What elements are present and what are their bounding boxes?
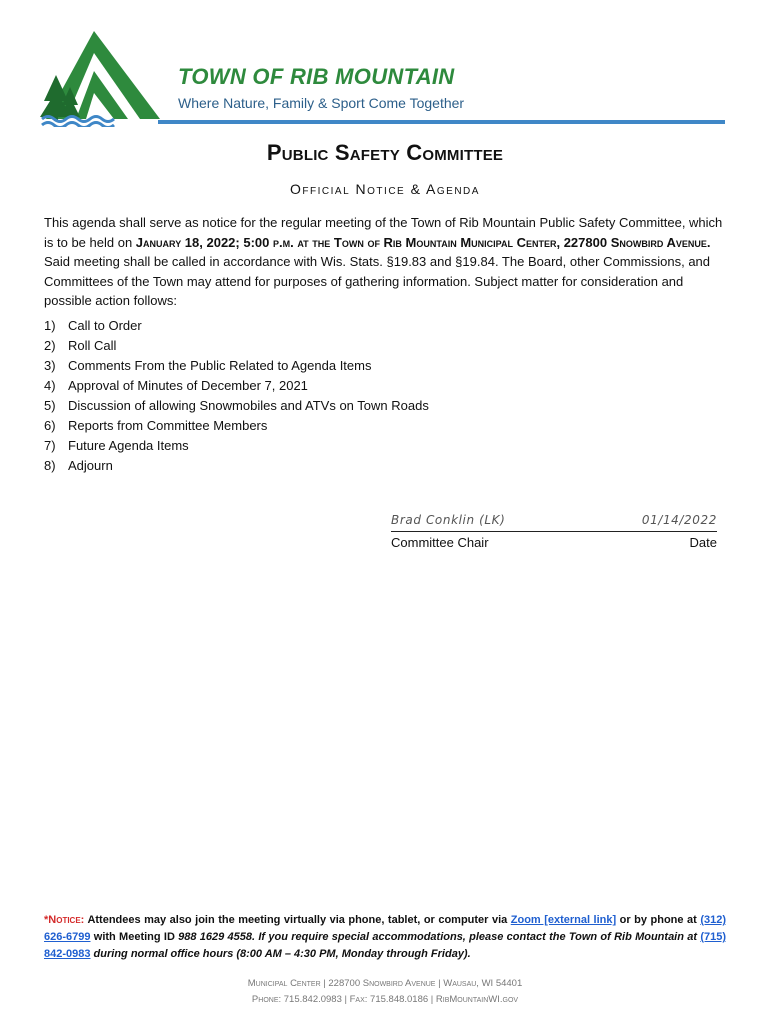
header-divider — [158, 120, 725, 124]
intro-text-2: Said meeting shall be called in accordance with Wis. Stats. §19.83 and §19.84. The Board, other Commissions, and Committees of the Town may attend for purposes of gathering information. Subject matter for consideration and possible action follows: — [44, 254, 711, 308]
agenda-item-number: 7) — [44, 438, 56, 453]
agenda-item-text: Adjourn — [68, 458, 113, 473]
meeting-location: Town of Rib Mountain Municipal Center, 227800 Snowbird Avenue. — [333, 234, 711, 250]
agenda-item-number: 1) — [44, 318, 56, 333]
notice-label: *Notice: — [44, 914, 85, 926]
agenda-item-number: 3) — [44, 358, 56, 373]
agenda-item-text: Approval of Minutes of December 7, 2021 — [68, 378, 308, 393]
notice-text-1: Attendees may also join the meeting virtually via phone, tablet, or computer via — [84, 914, 511, 926]
agenda-item-number: 4) — [44, 378, 56, 393]
signature-label-date: Date — [689, 535, 717, 550]
signature-line — [391, 509, 717, 532]
intro-at-text: at the — [293, 234, 334, 250]
agenda-item — [44, 316, 704, 336]
town-phone-link[interactable]: (715) 842-0983 — [44, 931, 726, 960]
agenda-item — [44, 396, 704, 416]
agenda-item-number: 5) — [44, 398, 56, 413]
agenda-item-text: Reports from Committee Members — [68, 418, 268, 433]
dial-in-phone-link[interactable]: (312) 626-6799 — [44, 914, 726, 943]
notice-text-3: with Meeting ID — [90, 931, 179, 943]
page-title: Public Safety Committee — [266, 140, 504, 165]
notice-text-5: during normal office hours (8:00 AM – 4:30 PM, Monday through Friday). — [90, 948, 471, 960]
agenda-item — [44, 336, 704, 356]
tagline: Where Nature, Family & Sport Come Together — [178, 95, 465, 111]
agenda-item — [44, 456, 704, 476]
agenda-item — [44, 436, 704, 456]
notice-text-2: or by phone at — [616, 914, 701, 926]
agenda-item — [44, 376, 704, 396]
notice-text-4: . If you require special accommodations, please contact the Town of Rib Mountain at — [252, 931, 701, 943]
agenda-item-text: Future Agenda Items — [68, 438, 189, 453]
intro-text-1: This agenda shall serve as notice for the regular meeting of the Town of Rib Mountain Public Safety Committee, which is to be held on — [44, 215, 723, 250]
signature-name: Brad Conklin (LK) — [391, 513, 506, 527]
agenda-item-number: 6) — [44, 418, 56, 433]
signature-label-chair: Committee Chair — [391, 535, 489, 550]
signature-labels — [391, 535, 717, 550]
agenda-item-text: Discussion of allowing Snowmobiles and ATVs on Town Roads — [68, 398, 429, 413]
meeting-id: 988 1629 4558 — [178, 931, 253, 943]
agenda-item-text: Comments From the Public Related to Agenda Items — [68, 358, 372, 373]
intro-paragraph — [44, 213, 730, 311]
page-subtitle: Official Notice & Agenda — [290, 181, 480, 197]
footer-contact: Phone: 715.842.0983 | Fax: 715.848.0186 | RibMountainWI.gov — [251, 994, 519, 1005]
agenda-item-text: Roll Call — [68, 338, 117, 353]
agenda-item-number: 2) — [44, 338, 56, 353]
town-logo — [36, 27, 162, 127]
agenda-item — [44, 356, 704, 376]
agenda-item — [44, 416, 704, 436]
meeting-datetime: January 18, 2022; 5:00 p.m. — [135, 234, 294, 250]
org-name: TOWN OF RIB MOUNTAIN — [178, 64, 455, 89]
agenda-list — [44, 316, 704, 476]
virtual-meeting-notice — [44, 912, 726, 963]
zoom-link[interactable]: Zoom [external link] — [510, 914, 617, 926]
signature-date: 01/14/2022 — [641, 513, 717, 527]
signature-block — [391, 509, 717, 550]
agenda-item-number: 8) — [44, 458, 56, 473]
agenda-item-text: Call to Order — [68, 318, 142, 333]
footer-address: Municipal Center | 228700 Snowbird Avenue | Wausau, WI 54401 — [247, 978, 523, 989]
